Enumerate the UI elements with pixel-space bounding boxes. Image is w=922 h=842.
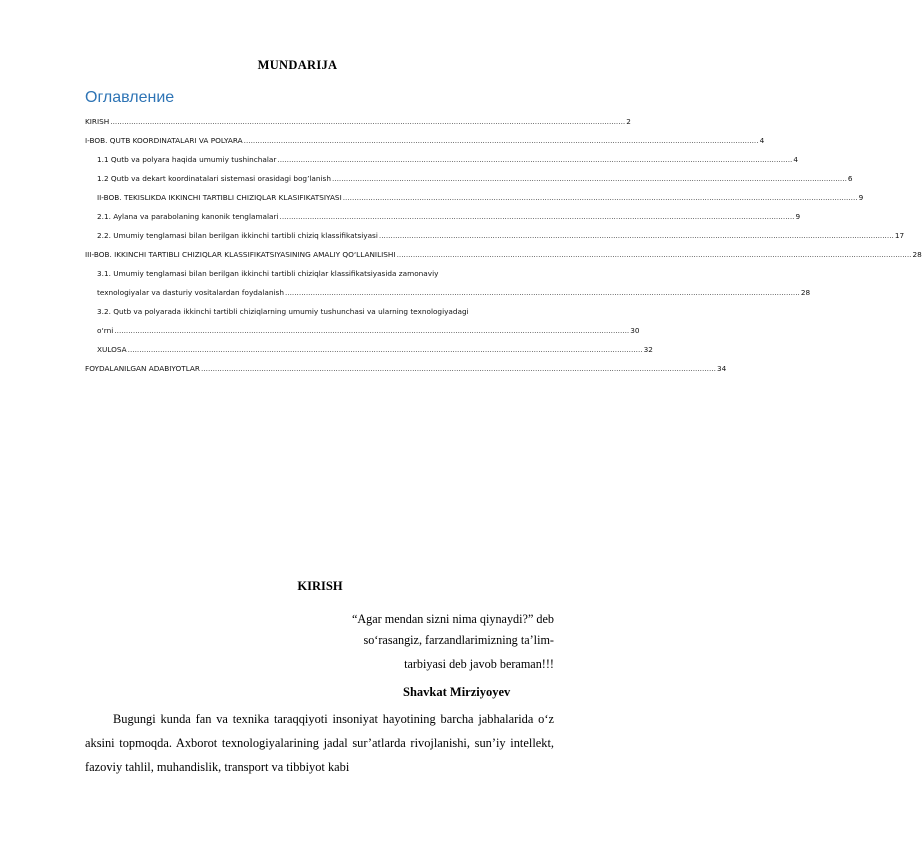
toc-leader-dots (285, 288, 800, 297)
toc-entry-1-2[interactable] (85, 164, 853, 183)
toc-entry-label-line1: 3.1. Umumiy tenglamasi bilan berilgan ikkinchi tartibli chiziqlar klassifikatsiyasida zamonaviy (97, 269, 439, 278)
toc-page-number: 30 (630, 326, 640, 335)
toc-entry-label-line1: 3.2. Qutb va polyarada ikkinchi tartibli chiziqlarning umumiy tushunchasi va ularning texnologiyadagi (97, 307, 469, 316)
toc-entry-2-1[interactable] (85, 202, 801, 221)
toc-page-number: 28 (912, 250, 922, 259)
toc-entry-label-line2: texnologiyalar va dasturiy vositalardan foydalanish (97, 288, 284, 297)
toc-heading: Оглавление (85, 89, 175, 106)
toc-entry-label: 2.1. Aylana va parabolaning kanonik tenglamalari (97, 212, 279, 221)
toc-page-number: 32 (643, 345, 653, 354)
toc-page-number: 2 (626, 117, 631, 126)
toc-entry-chapter-1[interactable] (85, 126, 765, 145)
toc-entry-chapter-2[interactable] (85, 183, 864, 202)
toc-entry-bibliography[interactable] (85, 354, 727, 373)
toc-page-number: 9 (858, 193, 864, 202)
toc-leader-dots (379, 231, 894, 240)
toc-entry-2-2[interactable] (85, 221, 905, 240)
toc-entry-label: 1.2 Qutb va dekart koordinatalari sistemasi orasidagi bog’lanish (97, 174, 331, 183)
toc-page-number: 9 (795, 212, 801, 221)
toc-entry-label: I-BOB. QUTB KOORDINATALARI VA POLYARA (85, 136, 243, 145)
toc-page-number: 28 (800, 288, 811, 297)
toc-entry-3-1[interactable] (85, 259, 811, 297)
toc-entry-1-1[interactable] (85, 145, 798, 164)
toc-entry-label: KIRISH (85, 117, 110, 126)
toc-leader-dots (128, 345, 643, 354)
toc-page-number: 17 (894, 231, 905, 240)
toc-entry-chapter-3[interactable] (85, 240, 922, 259)
toc-leader-dots (114, 326, 629, 335)
toc-entry-label: XULOSA (97, 345, 127, 354)
toc-leader-dots (343, 193, 858, 202)
toc-leader-dots (332, 174, 847, 183)
section-heading: KIRISH (297, 579, 343, 593)
body-paragraph: Bugungi kunda fan va texnika taraqqiyoti insoniyat hayotining barcha jabhalarida o‘z aksini topmoqda. Axborot texnologiyalarining jadal sur’atlarda rivojlanishi, sun’iy intellekt, fazoviy tahlil, muhandislik, transport va tibbiyot kabi (85, 712, 554, 774)
toc-entry-label: 1.1 Qutb va polyara haqida umumiy tushinchalar (97, 155, 277, 164)
epigraph-line: “Agar mendan sizni nima qiynaydi?” deb (351, 612, 554, 626)
toc-entry-label: 2.2. Umumiy tenglamasi bilan berilgan ikkinchi tartibli chiziq klassifikatsiyasi (97, 231, 378, 240)
toc-page-number: 6 (847, 174, 853, 183)
toc-entry-kirish[interactable] (85, 112, 631, 126)
toc-leader-dots (244, 136, 759, 145)
toc-entry-label: II-BOB. TEKISLIKDA IKKINCHI TARTIBLI CHIZIQLAR KLASIFIKATSIYASI (97, 193, 342, 202)
toc-leader-dots (201, 364, 716, 373)
toc-entry-label: FOYDALANILGAN ADABIYOTLAR (85, 364, 200, 373)
epigraph-line: tarbiyasi deb javob beraman!!! (404, 657, 554, 671)
toc-leader-dots (277, 155, 792, 164)
toc-page-number: 4 (793, 155, 798, 164)
toc-leader-dots (110, 117, 625, 126)
toc-entry-xulosa[interactable] (85, 335, 653, 354)
toc-entry-3-2[interactable] (85, 297, 640, 335)
toc-leader-dots (397, 250, 912, 259)
toc-entry-label-line2: o‘rni (97, 326, 114, 335)
toc-page-number: 4 (759, 136, 765, 145)
epigraph-line: so‘rasangiz, farzandlarimizning ta’lim- (363, 633, 554, 647)
toc-entry-label: III-BOB. IKKINCHI TARTIBLI CHIZIQLAR KLASSIFIKATSIYASINING AMALIY QO‘LLANILISHI (85, 250, 396, 259)
page-title: MUNDARIJA (257, 58, 338, 72)
table-of-contents (85, 112, 922, 373)
epigraph-author: Shavkat Mirziyoyev (403, 685, 511, 699)
toc-page-number: 34 (716, 364, 727, 373)
toc-leader-dots (280, 212, 795, 221)
